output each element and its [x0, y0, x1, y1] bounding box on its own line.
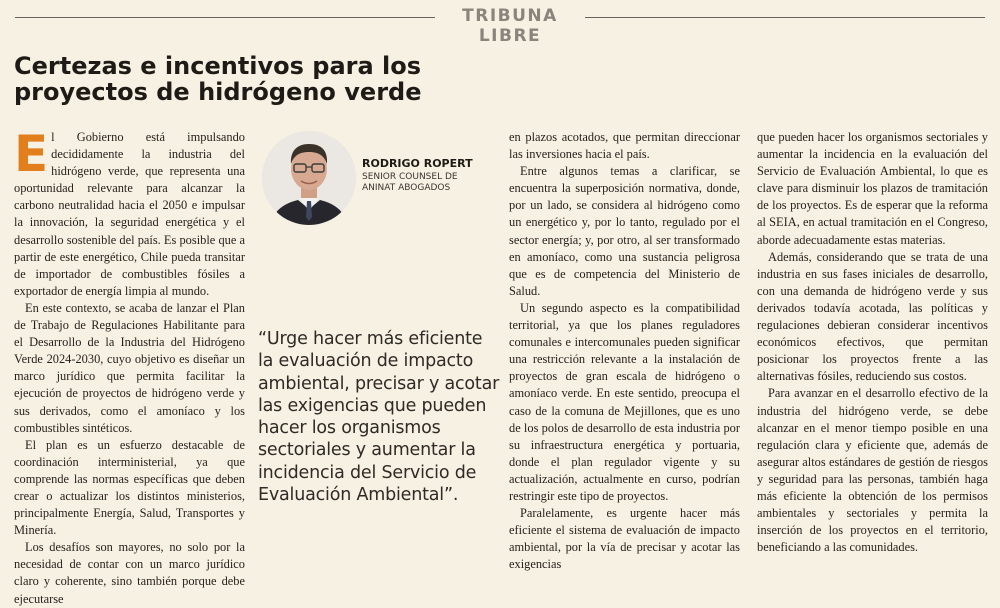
paragraph-10: Además, considerando que se trata de una industria en sus fases iniciales de desarrollo, con una demanda de hidrógeno verde y sus derivados todavía acotada, las políticas y regulaciones debieran considerar incentivos económicos efectivos, que permitan posicionar los proyectos frente a las alternativas fósiles, reduciendo sus costos. — [757, 249, 988, 384]
drop-cap: E — [14, 125, 49, 183]
pull-quote-line: la evaluación de impacto — [258, 351, 474, 372]
article-column-1 — [14, 125, 245, 608]
author-role: SENIOR COUNSEL DE ANINAT ABOGADOS — [362, 172, 458, 193]
author-portrait — [262, 131, 356, 225]
article-column-3 — [509, 129, 740, 573]
article-column-4 — [757, 129, 988, 556]
section-rule-left — [15, 17, 435, 18]
author-photo-icon — [262, 131, 356, 225]
paragraph-1-text: l Gobierno está impulsando decididamente la industria del hidrógeno verde, que representa una oportunidad relevante para alcanzar la carbono neutralidad hacia el 2050 e impulsar la innovación, la seguridad energética y el desarrollo sostenible del país. Es posible que a partir de este energético, Chile pueda transitar de importador de combustibles fósiles a exportador de energía limpia al mundo. — [14, 130, 245, 298]
pull-quote — [258, 328, 498, 506]
paragraph-1 — [14, 125, 245, 300]
author-name: RODRIGO ROPERT — [362, 157, 473, 170]
paragraph-11: Para avanzar en el desarrollo efectivo de la industria del hidrógeno verde, se debe alcanzar en el menor tiempo posible en una regulación clara y eficiente que, además de asegurar altos estándares de gestión de riesgos y seguridad para las personas, también haga más eficiente la obtención de los permisos ambientales y sectoriales y permita la inserción de los proyectos en el territorio, beneficiando a las comunidades. — [757, 386, 988, 555]
pull-quote-line: ambiental, precisar y acotar — [258, 373, 500, 394]
section-label: TRIBUNA LIBRE — [462, 6, 558, 46]
paragraph-7: Un segundo aspecto es la compatibilidad territorial, ya que los planes reguladores comunales e intercomunales pueden significar una restricción relevante a la instalación de proyectos de gran escala de hidrógeno o amoníaco verde. En este sentido, preocupa el caso de la comuna de Mejillones, que es uno de los polos de desarrollo de esta industria por su infraestructura energética y portuaria, donde el plan regulador vigente y su actualización, actualmente en curso, podrían restringir este tipo de proyectos. — [509, 300, 740, 503]
headline: Certezas e incentivos para los proyectos de hidrógeno verde — [14, 52, 422, 106]
section-rule-right — [585, 17, 985, 18]
pull-quote-line: incidencia del Servicio de — [258, 462, 477, 483]
paragraph-8: Paralelamente, es urgente hacer más eficiente el sistema de evaluación de impacto ambiental, por la vía de precisar y acotar las exigencias — [509, 506, 740, 572]
paragraph-3: El plan es un esfuerzo destacable de coordinación interministerial, ya que comprende las normas específicas que deben crear o actualizar los distintos ministerios, principalmente Energía, Salud, Transportes y Minería. — [14, 437, 245, 538]
paragraph-2: En este contexto, se acaba de lanzar el Plan de Trabajo de Regulaciones Habilitante para el Desarrollo de la Industria del Hidrógeno Verde 2024-2030, cuyo objetivo es diseñar un marco jurídico que permita facilitar la ejecución de proyectos de hidrógeno verde y sus derivados, como el amoníaco y los combustibles sintéticos. — [14, 300, 245, 435]
pull-quote-line: “Urge hacer más eficiente — [258, 329, 483, 349]
paragraph-9: que pueden hacer los organismos sectoriales y aumentar la incidencia en la evaluación del Servicio de Evaluación Ambiental, lo que es clave para disminuir los plazos de tramitación de los proyectos. Es de esperar que la reforma al SEIA, en actual tramitación en el Congreso, aborde adecuadamente estas materias. — [757, 130, 988, 247]
pull-quote-line: hacer los organismos — [258, 418, 441, 439]
pull-quote-line: las exigencias que pueden — [258, 395, 487, 416]
pull-quote-line: Evaluación Ambiental”. — [258, 485, 459, 506]
paragraph-6: Entre algunos temas a clarificar, se encuentra la superposición normativa, donde, por un lado, se considera al hidrógeno como un energético y, por lo tanto, regulado por el sector energía; y, por otro, al ser transformado en amoníaco, como una sustancia peligrosa que es de competencia del Ministerio de Salud. — [509, 164, 740, 298]
paragraph-5: en plazos acotados, que permitan direccionar las inversiones hacia el país. — [509, 130, 740, 162]
paragraph-4: Los desafíos son mayores, no solo por la necesidad de contar con un marco jurídico claro y coherente, sino también porque debe ejecutarse — [14, 540, 245, 606]
pull-quote-line: sectoriales y aumentar la — [258, 440, 476, 461]
